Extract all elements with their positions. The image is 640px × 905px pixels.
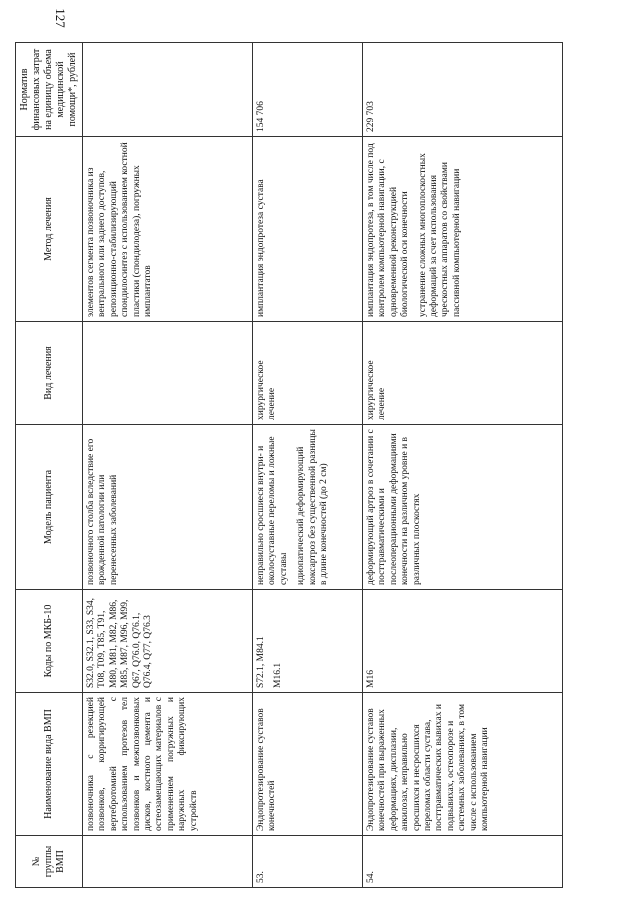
- method-text: имплантация эндопротеза, в том числе под контролем компьютерной навигации, с одновременной реконструкцией биологической оси конечности: [366, 143, 411, 317]
- header-method: Метод лечения: [16, 137, 83, 322]
- cell-type: [83, 322, 253, 425]
- cell-name: Эндопротезирование суставов конечностей: [253, 693, 363, 836]
- header-icd: Коды по МКБ-10: [16, 590, 83, 693]
- header-name: Наименование вида ВМП: [16, 693, 83, 836]
- header-type: Вид лечения: [16, 322, 83, 425]
- page-number: 127: [52, 8, 68, 28]
- cell-num: [83, 836, 253, 888]
- table-row: [83, 43, 253, 888]
- method-text: устранение сложных многоплоскостных деформаций за счет использования чрескостных аппаратов со свойствами пассивной компьютерной навигации: [417, 153, 462, 317]
- icd-code: M16.1: [273, 662, 284, 688]
- cell-model: деформирующий артроз в сочетании с посттравматическими и послеоперационными деформациями конечности на различном уровне и в различных плоскостях: [363, 425, 563, 590]
- table-row: [363, 43, 563, 888]
- cell-method: имплантация эндопротеза сустава: [253, 137, 363, 322]
- cell-name: Эндопротезирование суставов конечностей при выраженных деформациях, дисплазии, анкилозах, неправильно сросшихся и несросшихся переломах области сустава, посттравматических вывихах и подвывихах, остеопорозе и системных заболеваниях, в том числе с использованием компьютерной навигации: [363, 693, 563, 836]
- table-header-row: [16, 43, 83, 888]
- cell-type: хирургическое лечение: [363, 322, 563, 425]
- model-text: идиопатический деформирующий коксартроз без существенной разницы в длине конечностей (до 2 см): [296, 429, 329, 585]
- header-norm: Норматив финансовых затрат на единицу объема медицинской помощи*, рублей: [16, 43, 83, 137]
- cell-icd: [253, 590, 363, 693]
- cell-icd: M16: [363, 590, 563, 693]
- cell-num: 54.: [363, 836, 563, 888]
- cell-method: элементов сегмента позвоночника из вентрального или заднего доступов, репозиционно-стабилизирующий спондилосинтез с использованием костной пластики (спондилодеза), погружных имплантатов: [83, 137, 253, 322]
- header-num: № группы ВМП: [16, 836, 83, 888]
- table-row: [253, 43, 363, 888]
- cell-norm: 154 706: [253, 43, 363, 137]
- model-text: неправильно сросшиеся внутри- и околосуставные переломы и ложные суставы: [256, 436, 289, 585]
- cell-method: [363, 137, 563, 322]
- cell-num: 53.: [253, 836, 363, 888]
- vmp-table: [15, 42, 563, 888]
- cell-type: хирургическое лечение: [253, 322, 363, 425]
- cell-model: [253, 425, 363, 590]
- cell-icd: S32.0, S32.1, S33, S34, T08, T09, T85, T91, M80, M81, M82, M86, M85, M87, M96, M99, Q67, Q76.0, Q76.1, Q76.4, Q77, Q76.3: [83, 590, 253, 693]
- cell-name: позвоночника с резекцией позвонков, корригирующей вертебротомией с использованием протезов тел позвонков и межпозвонковых дисков, костного цемента и остеозамещающих материалов с применением погружных и наружных фиксирующих устройств: [83, 693, 253, 836]
- cell-model: позвоночного столба вследствие его врожденной патологии или перенесенных заболеваний: [83, 425, 253, 590]
- header-model: Модель пациента: [16, 425, 83, 590]
- cell-norm: 229 703: [363, 43, 563, 137]
- rotated-table-container: [15, 43, 575, 888]
- icd-code: S72.1, M84.1: [256, 636, 266, 688]
- cell-norm: [83, 43, 253, 137]
